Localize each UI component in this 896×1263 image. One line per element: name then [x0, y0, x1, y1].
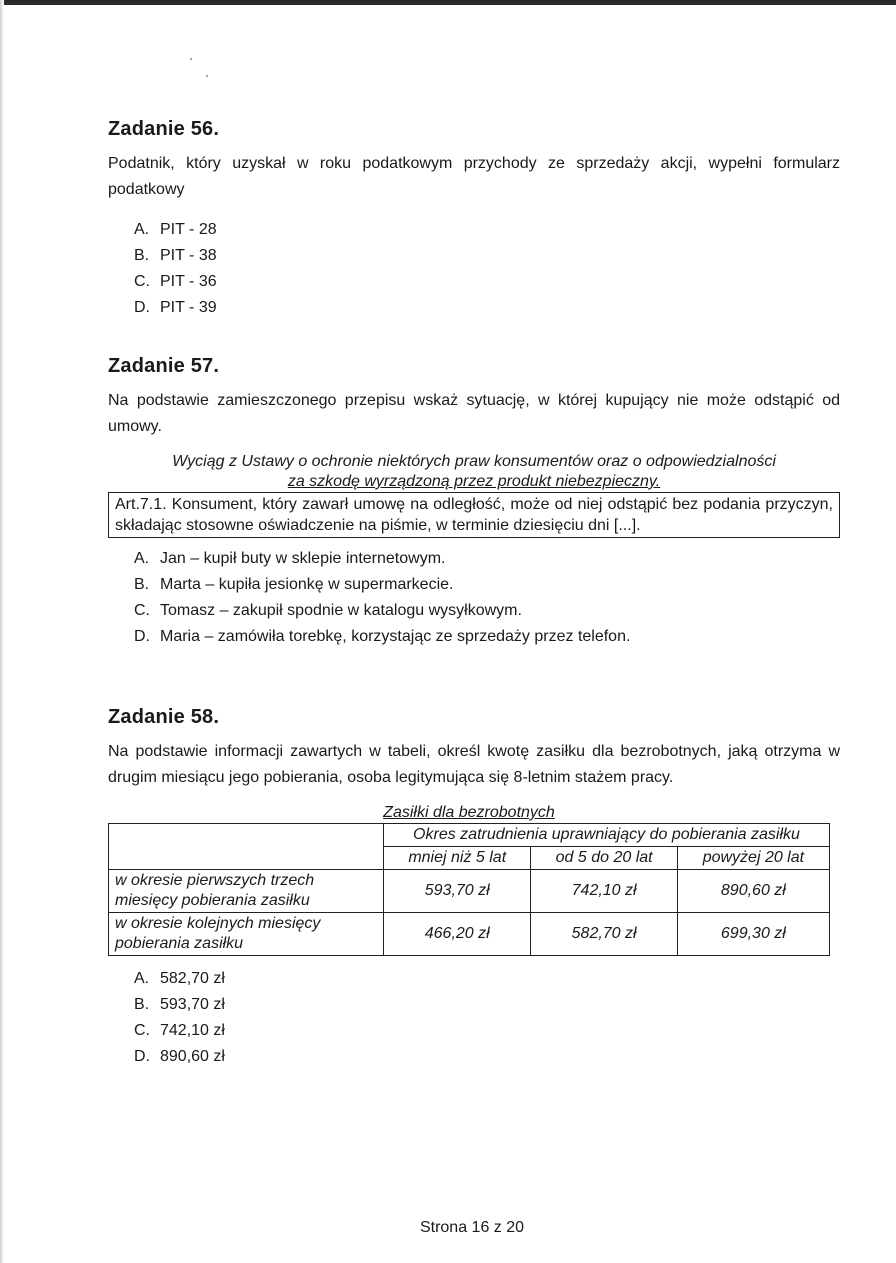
task-58 — [108, 706, 840, 1070]
answer-options — [108, 217, 840, 321]
law-caption-line2: za szkodę wyrządzoną przez produkt niebezpieczny. — [287, 473, 661, 490]
column-header: od 5 do 20 lat — [531, 847, 677, 870]
table-cell: 699,30 zł — [677, 913, 829, 956]
table-cell: 466,20 zł — [384, 913, 531, 956]
option-c[interactable]: C. PIT - 36 — [134, 273, 217, 290]
table-group-header: Okres zatrudnienia uprawniający do pobierania zasiłku — [384, 824, 830, 847]
option-c[interactable]: C. Tomasz – zakupił spodnie w katalogu wysyłkowym. — [134, 602, 522, 619]
task-question: Podatnik, który uzyskał w roku podatkowym przychody ze sprzedaży akcji, wypełni formularz podatkowy — [108, 155, 840, 198]
column-header: powyżej 20 lat — [677, 847, 829, 870]
table-cell: 593,70 zł — [384, 870, 531, 913]
task-56 — [108, 118, 840, 321]
table-cell: 742,10 zł — [531, 870, 677, 913]
task-question: Na podstawie informacji zawartych w tabeli, określ kwotę zasiłku dla bezrobotnych, jaką otrzyma w drugim miesiącu jego pobierania, osoba legitymująca się 8-letnim stażem pracy. — [108, 743, 840, 786]
scan-speck — [206, 75, 208, 77]
answer-options — [108, 966, 840, 1070]
option-a[interactable]: A. PIT - 28 — [134, 221, 217, 238]
row-label: w okresie kolejnych miesięcy pobierania zasiłku — [109, 913, 384, 956]
row-label: w okresie pierwszych trzech miesięcy pobierania zasiłku — [109, 870, 384, 913]
page-left-shadow — [0, 0, 4, 1263]
option-d[interactable]: D. Maria – zamówiła torebkę, korzystając ze sprzedaży przez telefon. — [134, 628, 631, 645]
task-question: Na podstawie zamieszczonego przepisu wskaż sytuację, w której kupujący nie może odstąpić od umowy. — [108, 392, 840, 435]
law-caption — [108, 452, 840, 492]
scan-speck — [190, 58, 192, 60]
option-b[interactable]: B. PIT - 38 — [134, 247, 217, 264]
benefits-table — [108, 823, 830, 956]
table-corner-cell — [109, 824, 384, 870]
task-57 — [108, 355, 840, 650]
table-row — [109, 870, 830, 913]
table-cell: 582,70 zł — [531, 913, 677, 956]
top-edge-line — [0, 0, 896, 5]
table-cell: 890,60 zł — [677, 870, 829, 913]
task-title: Zadanie 56. — [108, 118, 220, 140]
table-caption: Zasiłki dla bezrobotnych — [383, 804, 555, 821]
option-d[interactable]: D. PIT - 39 — [134, 299, 217, 316]
option-b[interactable]: B. Marta – kupiła jesionkę w supermarkecie. — [134, 576, 454, 593]
table-row — [109, 913, 830, 956]
option-b[interactable]: B. 593,70 zł — [134, 996, 225, 1013]
column-header: mniej niż 5 lat — [384, 847, 531, 870]
answer-options — [108, 546, 840, 650]
task-title: Zadanie 57. — [108, 355, 220, 377]
page-number: Strona 16 z 20 — [419, 1219, 525, 1236]
option-c[interactable]: C. 742,10 zł — [134, 1022, 225, 1039]
task-title: Zadanie 58. — [108, 706, 220, 728]
option-a[interactable]: A. Jan – kupił buty w sklepie internetowym. — [134, 550, 446, 567]
option-a[interactable]: A. 582,70 zł — [134, 970, 225, 987]
law-excerpt-box: Art.7.1. Konsument, który zawarł umowę na odległość, może od niej odstąpić bez podania przyczyn, składając stosowne oświadczenie na piśmie, w terminie dziesięciu dni [...]. — [108, 492, 840, 538]
table-header-row — [109, 824, 830, 847]
option-d[interactable]: D. 890,60 zł — [134, 1048, 225, 1065]
law-caption-line1: Wyciąg z Ustawy o ochronie niektórych praw konsumentów oraz o odpowiedzialności — [172, 453, 776, 470]
